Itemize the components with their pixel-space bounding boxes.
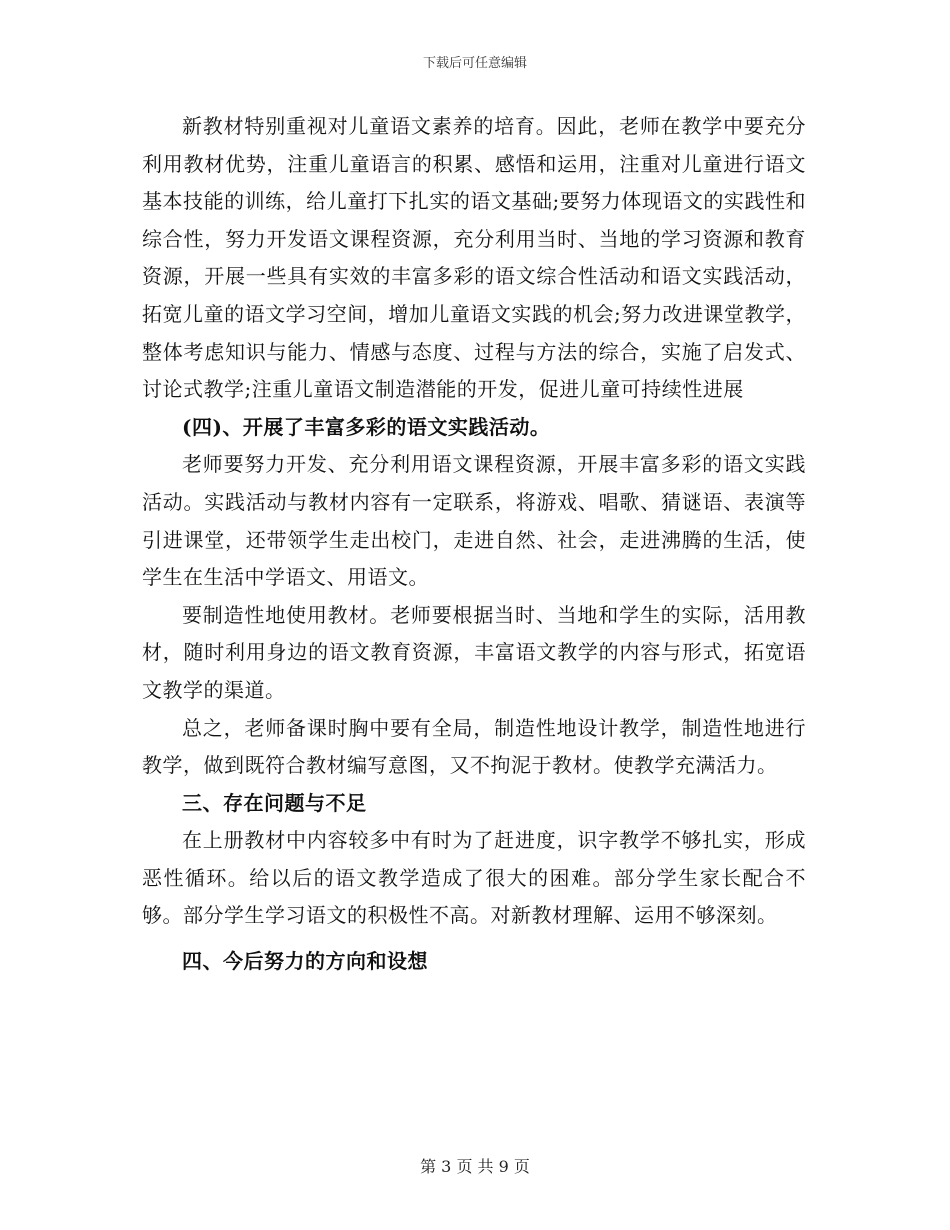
document-body [142,108,806,981]
section-heading-problems: 三、存在问题与不足 [182,790,367,815]
section-heading-future-direction: 四、今后努力的方向和设想 [182,949,428,974]
page-number: 第 3 页 共 9 页 [420,1157,530,1176]
paragraph-curriculum-literacy: 新教材特别重视对儿童语文素养的培育。因此，老师在教学中要充分利用教材优势，注重儿童语言的积累、感悟和运用，注重对儿童进行语文基本技能的训练，给儿童打下扎实的语文基础;要努力体现语文的实践性和综合性，努力开发语文课程资源，充分利用当时、当地的学习资源和教育资源，开展一些具有实效的丰富多彩的语文综合性活动和语文实践活动，拓宽儿童的语文学习空间，增加儿童语文实践的机会;努力改进课堂教学，整体考虑知识与能力、情感与态度、过程与方法的综合，实施了启发式、讨论式教学;注重儿童语文制造潜能的开发，促进儿童可持续性进展 [142,114,806,402]
paragraph-practice-activities: 老师要努力开发、充分利用语文课程资源，开展丰富多彩的语文实践活动。实践活动与教材内容有一定联系，将游戏、唱歌、猜谜语、表演等引进课堂，还带领学生走出校门，走进自然、社会，走进沸腾的生活，使学生在生活中学语文、用语文。 [142,452,806,590]
paragraph-summary: 总之，老师备课时胸中要有全局，制造性地设计教学，制造性地进行教学，做到既符合教材编写意图，又不拘泥于教材。使教学充满活力。 [142,715,806,778]
section-heading-practice-activities: (四)、开展了丰富多彩的语文实践活动。 [182,414,551,439]
paragraph-problems: 在上册教材中内容较多中有时为了赶进度，识字教学不够扎实，形成恶性循环。给以后的语文教学造成了很大的困难。部分学生家长配合不够。部分学生学习语文的积极性不高。对新教材理解、运用不够深刻。 [142,828,806,928]
paragraph-creative-textbook-use: 要制造性地使用教材。老师要根据当时、当地和学生的实际，活用教材，随时利用身边的语文教育资源，丰富语文教学的内容与形式，拓宽语文教学的渠道。 [142,602,806,702]
page-header-note: 下载后可任意编辑 [422,56,527,71]
